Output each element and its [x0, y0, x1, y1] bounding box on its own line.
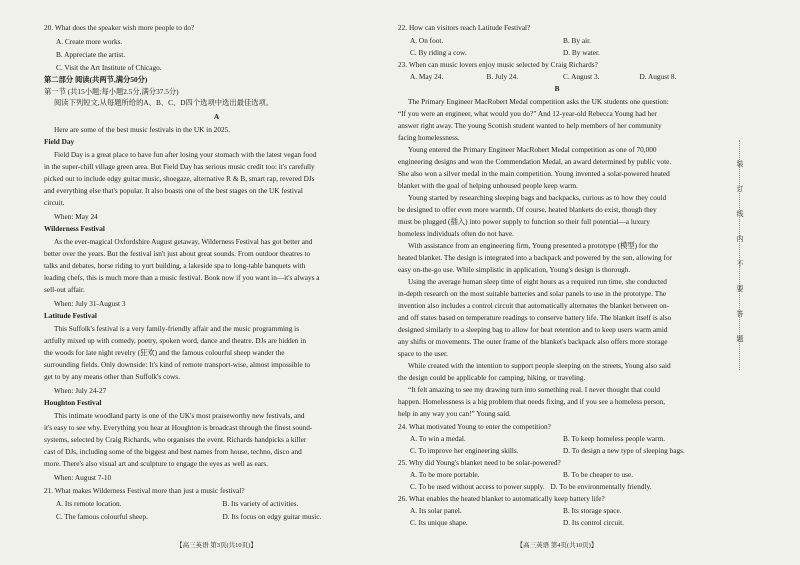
festival-name: Houghton Festival: [44, 398, 102, 407]
q26-option-a: A. Its solar panel.: [410, 506, 462, 515]
binding-char: 装: [736, 160, 744, 168]
passage-b-line: “It felt amazing to see my drawing turn into something real. I never thought that could: [408, 385, 661, 394]
q21-option-d: D. Its focus on edgy guitar music.: [222, 512, 322, 521]
binding-char: 题: [736, 335, 744, 343]
passage-b-line: Using the average human sleep time of eight hours as a required run time, she conducted: [408, 277, 667, 286]
right-page: [398, 0, 716, 565]
festival-line: systems, selected by Craig Richards, who organises the event. Richards handpicks a killer: [44, 435, 307, 444]
binding-char: 不: [736, 260, 744, 268]
q20-option-b: B. Appreciate the artist.: [56, 50, 126, 59]
festival-line: artfully mixed up with comedy, poetry, spoken word, dance and theatre. DJs are hidden in: [44, 336, 307, 345]
q25-options-row2: [398, 482, 716, 492]
passage-b-line: Young entered the Primary Engineer MacRobert Medal competition as one of 70,000: [408, 145, 657, 154]
passage-b-line: be designed to offer even more warmth. Of course, heated blankets do exist, though they: [398, 205, 657, 214]
q23-option-c: C. August 3.: [563, 72, 600, 81]
q22-option-b: B. By air.: [563, 36, 591, 45]
festival-name: Field Day: [44, 137, 75, 146]
q26-stem: 26. What enables the heated blanket to automatically keep battery life?: [398, 494, 605, 503]
q26-options-row2: [398, 518, 716, 528]
festival-line: cast of DJs, including some of the biggest and best names from house, techno, disco and: [44, 447, 302, 456]
passage-a-intro: Here are some of the best music festivals in the UK in 2025.: [54, 125, 231, 134]
binding-char: 答: [736, 310, 744, 318]
festival-line: it's easy to see why. Everything you hear at Houghton is broadcast through the finest sound-: [44, 423, 313, 432]
festival-line: surrounding fields. Only downside: It's kind of remote transport-wise, almost impossible to: [44, 360, 311, 369]
passage-b-letter: B: [554, 84, 560, 93]
passage-b-line: Young started by researching sleeping bags and backpacks, curious as to how they could: [408, 193, 667, 202]
q20-option-a: A. Create more works.: [56, 37, 123, 46]
festival-name: Wilderness Festival: [44, 224, 105, 233]
festival-when: When: August 7-10: [54, 473, 112, 482]
festival-line: This intimate woodland party is one of the UK's most praiseworthy new festivals, and: [54, 411, 305, 420]
festival-line: This Suffolk's festival is a very family-friendly affair and the music programming is: [54, 324, 300, 333]
passage-b-line: heated blanket. The design is integrated into a backpack and powered by the sun, allowing for: [398, 253, 673, 262]
festival-line: and everything else that's popular. It also boasts one of the best stages on the UK festival: [44, 186, 303, 195]
q21-option-b: B. Its variety of activities.: [222, 499, 299, 508]
section1-instruction: 阅读下列短文,从每题所给的A、B、C、D四个选项中选出最佳选项。: [54, 98, 274, 107]
q25-option-d: D. To be environmentally friendly.: [550, 482, 652, 491]
binding-char: 线: [736, 210, 744, 218]
q25-stem: 25. Why did Young's blanket need to be solar-powered?: [398, 458, 561, 467]
q21-options-row1: [44, 499, 389, 509]
left-page-footer: 【高三英语 第3页(共10页)】: [176, 542, 257, 550]
binding-char: 要: [736, 285, 744, 293]
festival-line: sell-out affair.: [44, 285, 85, 294]
passage-b-line: invention also includes a control circuit that automatically alternates the blanket between on-: [398, 301, 670, 310]
festival-line: leading chefs, this is much more than a music festival. Book now if you want in—it's always a: [44, 273, 320, 282]
q24-option-b: B. To keep homeless people warm.: [563, 434, 666, 443]
passage-b-line: any shifts or movements. The outer frame of the blanket's backpack also offers more storage: [398, 337, 668, 346]
passage-b-line: designed similarly to a sleeping bag to allow for heat retention and to keep users warm amid: [398, 325, 668, 334]
q24-options-row1: [398, 434, 716, 444]
right-page-footer: 【高三英语 第4页(共10页)】: [516, 542, 598, 550]
festival-line: the woods for late night revelry (狂欢) and the famous colourful sheep wander the: [44, 348, 285, 357]
passage-b-line: happen. Homelessness is a big problem that needs fixing, and if you see a homeless person,: [398, 397, 666, 406]
passage-b-line: blanket with the goal of helping unhoused people keep warm.: [398, 181, 578, 190]
festival-line: As the ever-magical Oxfordshire August getaway, Wilderness Festival has got better and: [54, 237, 313, 246]
festival-line: get to by any means other than Suffolk's cows.: [44, 372, 180, 381]
q26-option-d: D. Its control circuit.: [563, 518, 624, 527]
passage-b-line: the design could be applicable for camping, hiking, or traveling.: [398, 373, 586, 382]
q23-stem: 23. When can music lovers enjoy music selected by Craig Richards?: [398, 60, 598, 69]
festival-line: in the super-chill village green area. But Field Day has serious music credit too: it's carefully: [44, 162, 315, 171]
q22-options-row2: [398, 48, 716, 58]
passage-b-line: engineering designs and won the Commendation Medal, an award determined by public vote.: [398, 157, 672, 166]
part2-title: 第二部分 阅读(共两节,满分50分): [44, 75, 148, 84]
festival-when: When: July 24-27: [54, 386, 107, 395]
festival-line: Field Day is a great place to have fun after losing your stomach with the latest vegan food: [54, 150, 317, 159]
q21-option-a: A. Its remote location.: [56, 499, 122, 508]
passage-b-line: answer right away. The young Scottish student wanted to help members of her community: [398, 121, 662, 130]
passage-b-line: She also won a silver medal in the main competition. Young invented a solar-powered heated: [398, 169, 670, 178]
q23-options-row: [398, 72, 716, 82]
q22-options-row1: [398, 36, 716, 46]
passage-b-line: homeless individuals often do not have.: [398, 229, 514, 238]
binding-char: 内: [736, 235, 744, 243]
passage-b-line: facing homelessness.: [398, 133, 460, 142]
q23-option-d: D. August 8.: [639, 72, 677, 81]
q25-options-row1: [398, 470, 716, 480]
passage-b-line: “If you were an engineer, what would you do?” And 12-year-old Rebecca Young had her: [398, 109, 657, 118]
q22-option-c: C. By riding a cow.: [410, 48, 467, 57]
festival-when: When: July 31-August 3: [54, 299, 126, 308]
q20-option-c: C. Visit the Art Institute of Chicago.: [56, 63, 162, 72]
passage-b-line: and off states based on temperature readings to conserve battery life. The blanket itself is also: [398, 313, 672, 322]
q25-option-c: C. To be used without access to power supply.: [410, 482, 545, 491]
section1-title: 第一节 (共15小题;每小题2.5分,满分37.5分): [44, 87, 179, 96]
q21-options-row2: [44, 512, 389, 522]
festival-line: talks and debates, horse riding to yurt building, a lakeside spa to long-table banquets with: [44, 261, 306, 270]
q26-option-c: C. Its unique shape.: [410, 518, 468, 527]
passage-b-line: must be plugged (插入) into power supply to function so their full potential—a luxury: [398, 217, 650, 226]
q22-option-d: D. By water.: [563, 48, 600, 57]
passage-b-line: space to the user.: [398, 349, 448, 358]
q23-option-b: B. July 24.: [486, 72, 519, 81]
left-page: [44, 0, 389, 565]
passage-b-line: in-depth research on the most suitable batteries and solar panels to use in the prototype. The: [398, 289, 667, 298]
festival-line: more. There's also visual art and sculpture to engage the eyes as well as ears.: [44, 459, 269, 468]
passage-b-line: With assistance from an engineering firm, Young presented a prototype (模型) for the: [408, 241, 659, 250]
q20-stem: 20. What does the speaker wish more people to do?: [44, 23, 195, 32]
q24-option-a: A. To win a medal.: [410, 434, 466, 443]
festival-line: circuit.: [44, 198, 65, 207]
q26-option-b: B. Its storage space.: [563, 506, 622, 515]
q21-option-c: C. The famous colourful sheep.: [56, 512, 148, 521]
passage-b-line: easy on-the-go use. While simplistic in application, Young's design is thorough.: [398, 265, 631, 274]
q21-stem: 21. What makes Wilderness Festival more than just a music festival?: [44, 486, 245, 495]
festival-line: better over the years. But the festival isn't just about great sounds. From outdoor theatres to: [44, 249, 311, 258]
q24-option-c: C. To improve her engineering skills.: [410, 446, 519, 455]
q24-option-d: D. To design a new type of sleeping bags.: [563, 446, 685, 455]
festival-name: Latitude Festival: [44, 311, 97, 320]
passage-a-letter: A: [213, 112, 220, 121]
passage-b-line: While created with the intention to support people sleeping on the streets, Young also said: [408, 361, 671, 370]
festival-when: When: May 24: [54, 212, 98, 221]
q22-option-a: A. On foot.: [410, 36, 444, 45]
q25-option-b: B. To be cheaper to use.: [563, 470, 634, 479]
q22-stem: 22. How can visitors reach Latitude Festival?: [398, 23, 531, 32]
q24-options-row2: [398, 446, 716, 456]
q26-options-row1: [398, 506, 716, 516]
binding-char: 订: [736, 185, 744, 193]
q23-option-a: A. May 24.: [410, 72, 444, 81]
passage-b-line: help in any way you can!” Young said.: [398, 409, 511, 418]
q25-option-a: A. To be more portable.: [410, 470, 480, 479]
q24-stem: 24. What motivated Young to enter the competition?: [398, 422, 551, 431]
passage-b-line: The Primary Engineer MacRobert Medal competition asks the UK students one question:: [408, 97, 669, 106]
festival-line: picked out to include edgy guitar music, shoegaze, alternative R & B, smart rap, revered DJs: [44, 174, 315, 183]
